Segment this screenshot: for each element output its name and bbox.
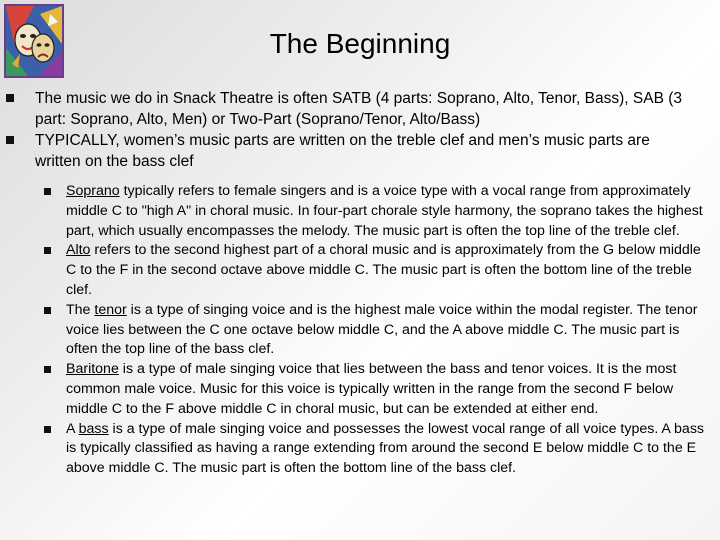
list-item-baritone bbox=[0, 360, 710, 419]
list-item-text: TYPICALLY, women’s music parts are written on the treble clef and men’s music parts are written on the bass clef bbox=[35, 132, 650, 170]
list-item-soprano bbox=[0, 182, 710, 241]
term-soprano: Soprano bbox=[66, 183, 120, 199]
item-text: typically refers to female singers and is a voice type with a vocal range from approximately middle C to "high A" in choral music. In four-part chorale style harmony, the soprano takes the highest part, which usually encompasses the melody. The music part is often the top line of the treble clef. bbox=[66, 183, 703, 239]
term-baritone: Baritone bbox=[66, 361, 119, 378]
item-prefix: The bbox=[66, 301, 95, 318]
page-title: The Beginning bbox=[269, 28, 451, 59]
list-item-text: The music we do in Snack Theatre is often SATB (4 parts: Soprano, Alto, Tenor, Bass), SAB (3 part: Soprano, Alto, Men) or Two-Part (Soprano/Tenor, Alto/Bass) bbox=[35, 90, 683, 128]
main-bullet-list bbox=[0, 88, 720, 172]
list-item-alto bbox=[0, 241, 710, 300]
item-text: is a type of male singing voice that lies between the bass and tenor voices. It is the most common male voice. Music for this voice is typically written in the range from the second F below middle C to the F above middle C in choral music, but can be extended at either end. bbox=[66, 361, 677, 417]
item-prefix: A bbox=[66, 420, 79, 437]
square-bullet-icon bbox=[6, 136, 14, 144]
item-text: refers to the second highest part of a choral music and is approximately from the G below middle C to the F in the second octave above middle C. The music part is often the bottom line of the treble clef. bbox=[66, 242, 701, 298]
voice-types-list bbox=[0, 182, 720, 479]
term-alto: Alto bbox=[66, 242, 91, 259]
item-text: is a type of singing voice and is the highest male voice within the modal register. The tenor voice lies between the C one octave below middle C, and the A above middle C. The music part is often the top line of the bass clef. bbox=[66, 301, 698, 358]
square-bullet-icon bbox=[44, 366, 51, 373]
list-item bbox=[0, 88, 685, 130]
list-item-tenor bbox=[0, 301, 710, 360]
square-bullet-icon bbox=[44, 247, 51, 254]
square-bullet-icon bbox=[6, 94, 14, 102]
list-item bbox=[0, 130, 685, 172]
item-text: is a type of male singing voice and possesses the lowest vocal range of all voice types. A bass is typically classified as having a range extending from around the second E below middle C to the E above middle C. The music part is often the bottom line of the bass clef. bbox=[66, 420, 705, 477]
list-item-bass bbox=[0, 420, 710, 479]
square-bullet-icon bbox=[44, 426, 51, 433]
square-bullet-icon bbox=[44, 188, 51, 195]
term-tenor: tenor bbox=[94, 301, 127, 318]
term-bass: bass bbox=[78, 420, 109, 437]
square-bullet-icon bbox=[44, 307, 51, 314]
